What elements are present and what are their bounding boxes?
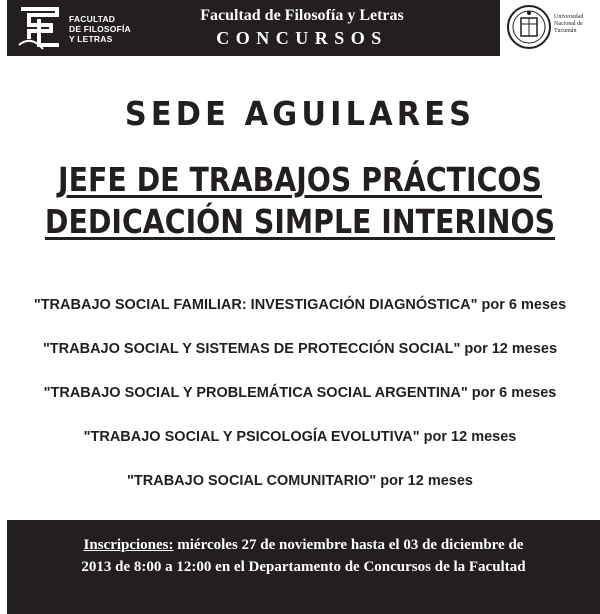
fl-logo-icon (17, 5, 63, 51)
registration-line-2: 2013 de 8:00 a 12:00 en el Departamento de Concursos de la Facultad (81, 559, 526, 575)
faculty-line-1: FACULTAD (69, 14, 116, 24)
faculty-line-3: Y LETRAS (69, 34, 113, 44)
header-banner (7, 0, 600, 56)
sede-heading: SEDE AGUILARES (124, 94, 476, 133)
header-title-block (157, 6, 447, 50)
position-title-line-2: DEDICACIÓN SIMPLE INTERINOS (44, 202, 556, 241)
course-item: "TRABAJO SOCIAL FAMILIAR: INVESTIGACIÓN DIAGNÓSTICA" por 6 meses (33, 297, 567, 313)
position-title-line-1: JEFE DE TRABAJOS PRÁCTICOS (58, 160, 542, 199)
course-list (0, 288, 600, 508)
university-name (554, 14, 583, 35)
course-item: "TRABAJO SOCIAL Y PSICOLOGÍA EVOLUTIVA" por 12 meses (83, 429, 517, 445)
registration-line-1 (7, 534, 600, 556)
registration-footer (7, 520, 600, 614)
registration-label: Inscripciones: (83, 537, 174, 553)
university-line-1: Universidad (554, 14, 584, 20)
course-item: "TRABAJO SOCIAL Y PROBLEMÁTICA SOCIAL ARGENTINA" por 6 meses (43, 385, 557, 401)
university-line-3: Tucumán (554, 28, 577, 34)
course-item: "TRABAJO SOCIAL Y SISTEMAS DE PROTECCIÓN SOCIAL" por 12 meses (42, 341, 558, 357)
header-subtitle: CONCURSOS (216, 28, 388, 48)
faculty-name (69, 14, 131, 44)
university-line-2: Nacional de (554, 21, 583, 27)
registration-dates: miércoles 27 de noviembre hasta el 03 de diciembre de (173, 537, 524, 553)
university-seal-icon (506, 4, 552, 50)
faculty-line-2: DE FILOSOFÍA (69, 24, 131, 34)
course-item: "TRABAJO SOCIAL COMUNITARIO" por 12 meses (127, 473, 473, 489)
header-title: Facultad de Filosofía y Letras (200, 7, 404, 24)
university-panel (500, 0, 600, 56)
